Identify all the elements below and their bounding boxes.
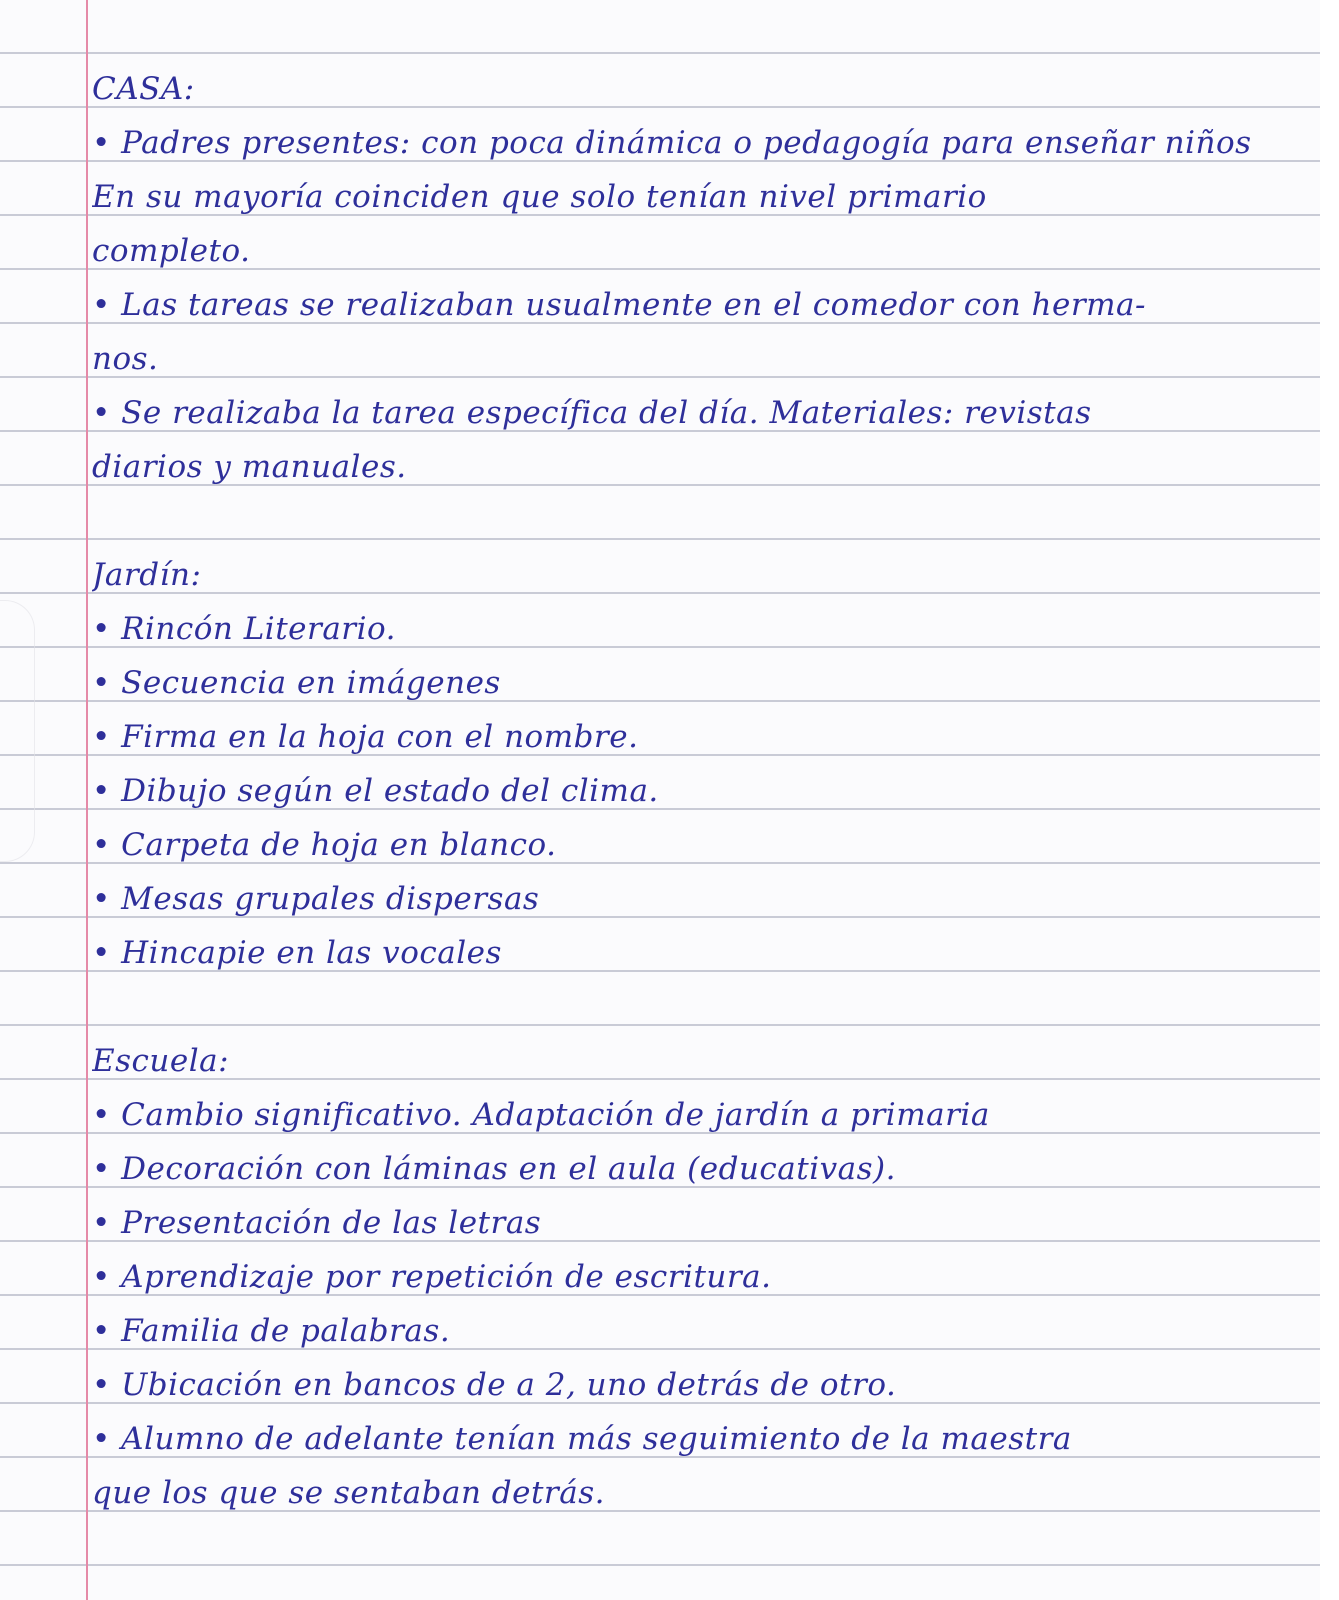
note-line: • Firma en la hoja con el nombre.: [92, 719, 639, 755]
section-heading-escuela: Escuela:: [92, 1043, 230, 1079]
note-line: • Hincapie en las vocales: [92, 935, 502, 971]
note-line: • Aprendizaje por repetición de escritura.: [92, 1259, 772, 1295]
note-line: • Dibujo según el estado del clima.: [92, 773, 659, 809]
margin-line: [86, 0, 88, 1600]
note-line: • Familia de palabras.: [92, 1313, 451, 1349]
note-line: • Mesas grupales dispersas: [92, 881, 540, 917]
note-line: • Presentación de las letras: [92, 1205, 542, 1241]
section-heading-jardin: Jardín:: [92, 557, 202, 593]
note-line: En su mayoría coinciden que solo tenían nivel primario: [92, 179, 987, 215]
section-heading-casa: CASA:: [92, 71, 195, 107]
note-line: • Se realizaba la tarea específica del día. Materiales: revistas: [92, 395, 1092, 431]
note-line: que los que se sentaban detrás.: [92, 1475, 605, 1511]
note-line: • Padres presentes: con poca dinámica o pedagogía para enseñar niños: [92, 125, 1252, 161]
note-line: • Las tareas se realizaban usualmente en el comedor con herma-: [92, 287, 1147, 323]
note-line: diarios y manuales.: [92, 449, 407, 485]
bleed-through-mark: [0, 600, 35, 862]
note-line: nos.: [92, 341, 159, 377]
note-line: • Cambio significativo. Adaptación de jardín a primaria: [92, 1097, 990, 1133]
note-line: • Rincón Literario.: [92, 611, 397, 647]
note-line: • Ubicación en bancos de a 2, uno detrás de otro.: [92, 1367, 897, 1403]
note-line: • Carpeta de hoja en blanco.: [92, 827, 557, 863]
scan-edge: [1320, 0, 1339, 1600]
note-line: • Alumno de adelante tenían más seguimiento de la maestra: [92, 1421, 1072, 1457]
note-line: • Secuencia en imágenes: [92, 665, 501, 701]
note-line: completo.: [92, 233, 251, 269]
note-line: • Decoración con láminas en el aula (educativas).: [92, 1151, 896, 1187]
